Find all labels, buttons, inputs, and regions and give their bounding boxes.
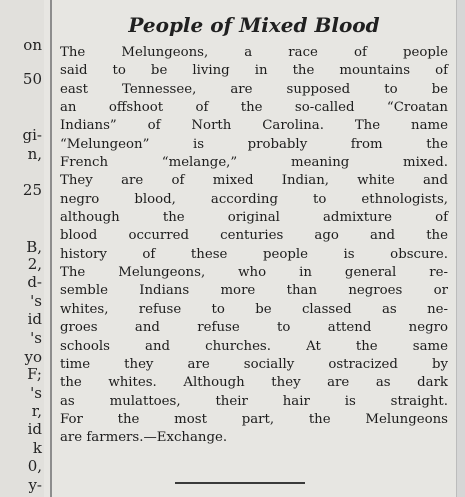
page-edge: [456, 0, 465, 497]
adjacent-column-fragment: 2,: [27, 257, 42, 272]
adjacent-column-fragment: 's: [30, 294, 42, 309]
adjacent-column-fragment: id: [27, 422, 42, 437]
adjacent-column-fragment: F;: [27, 367, 42, 382]
article-line: said to be living in the mountains of: [60, 63, 448, 79]
adjacent-column-fragment: k: [32, 441, 42, 456]
article-line: although the original admixture of: [60, 210, 448, 226]
article-line: whites, refuse to be classed as ne-: [60, 301, 448, 317]
article-line: The Melungeons, a race of people: [60, 45, 448, 60]
article-line: The Melungeons, who in general re-: [60, 265, 448, 281]
adjacent-column-fragment: 25: [22, 183, 42, 198]
article-line: time they are socially ostracized by: [60, 356, 448, 372]
article-line: “Melungeon” is probably from the: [60, 136, 448, 152]
column-divider: [50, 0, 52, 497]
article-line: They are of mixed Indian, white and: [60, 173, 448, 189]
article-line: Indians” of North Carolina. The name: [60, 118, 448, 134]
article-line: the whites. Although they are as dark: [60, 375, 448, 391]
article-line: schools and churches. At the same: [60, 338, 448, 354]
article-line: are farmers.—Exchange.: [60, 430, 228, 446]
adjacent-column-strip: [0, 0, 44, 497]
adjacent-column-fragment: r,: [31, 404, 42, 419]
article-headline: People of Mixed Blood: [128, 13, 380, 37]
adjacent-column-fragment: 50: [22, 72, 42, 87]
adjacent-column-fragment: n,: [27, 147, 42, 162]
adjacent-column-fragment: 0,: [27, 459, 42, 474]
article-line: For the most part, the Melungeons: [60, 411, 448, 427]
adjacent-column-fragment: on: [23, 38, 42, 53]
adjacent-column-fragment: 's: [30, 331, 42, 346]
article: [60, 12, 448, 448]
adjacent-column-fragment: d-: [27, 275, 42, 290]
article-line: as mulattoes, their hair is straight.: [60, 393, 448, 409]
article-body: [60, 44, 448, 448]
adjacent-column-fragment: yo: [24, 350, 42, 365]
adjacent-column-fragment: y-: [28, 478, 42, 493]
article-line: negro blood, according to ethnologists,: [60, 191, 448, 207]
adjacent-column-fragment: B,: [26, 240, 42, 255]
article-line: an offshoot of the so-called “Croatan: [60, 100, 448, 116]
article-line: French “melange,” meaning mixed.: [60, 155, 448, 171]
article-end-rule: [175, 482, 305, 484]
article-line: semble Indians more than negroes or: [60, 283, 448, 299]
article-line: history of these people is obscure.: [60, 246, 448, 262]
article-line: blood occurred centuries ago and the: [60, 228, 448, 244]
article-line: groes and refuse to attend negro: [60, 320, 448, 336]
adjacent-column-fragment: id: [27, 312, 42, 327]
article-line: east Tennessee, are supposed to be: [60, 81, 448, 97]
adjacent-column-fragment: 's: [30, 386, 42, 401]
adjacent-column-fragment: gi-: [22, 128, 42, 143]
